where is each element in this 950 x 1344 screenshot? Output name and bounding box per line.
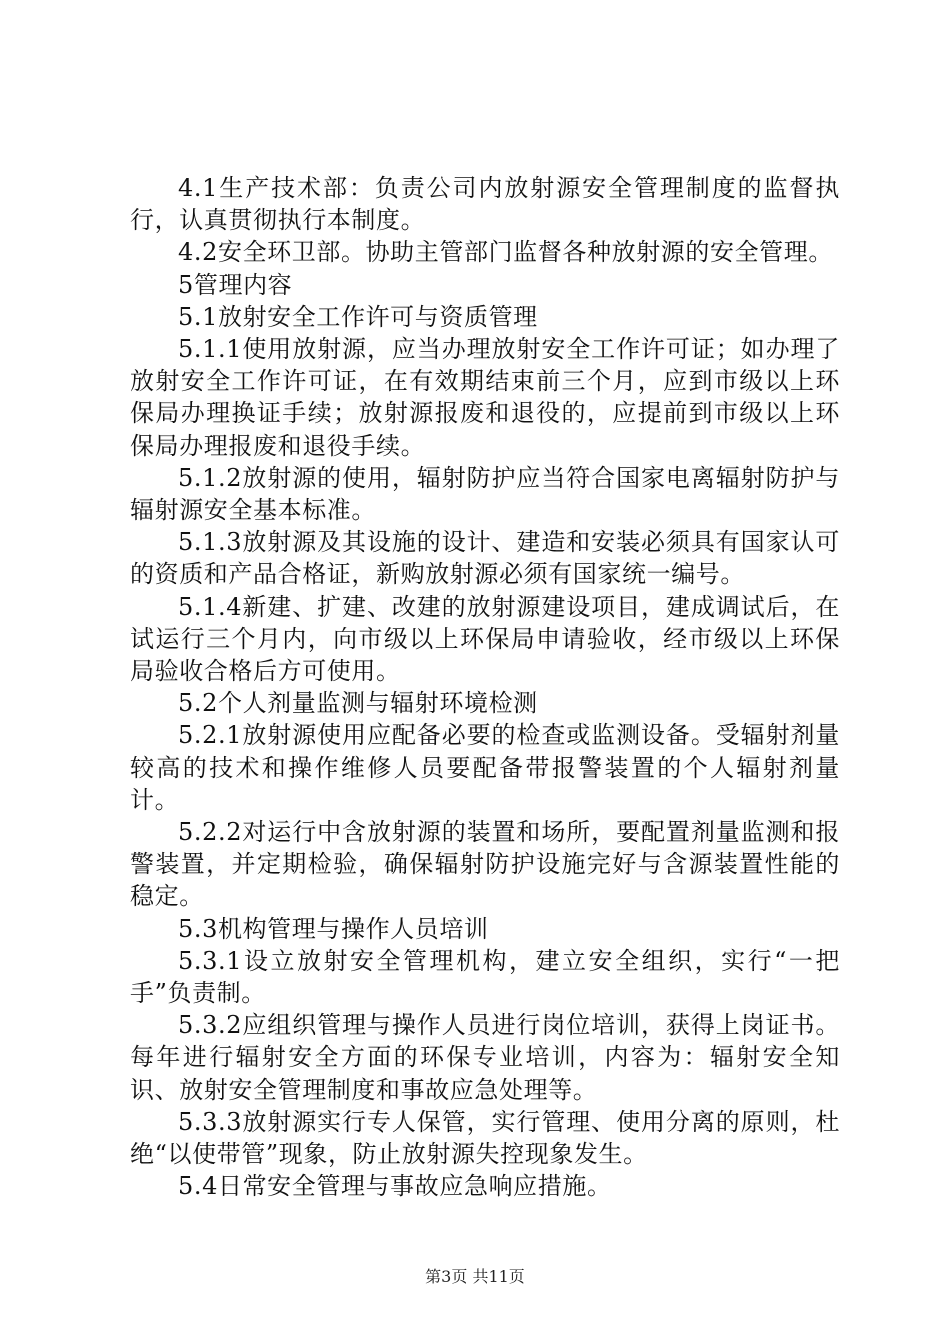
paragraph-5-1-2: 5.1.2放射源的使用，辐射防护应当符合国家电离辐射防护与辐射源安全基本标准。 xyxy=(130,463,840,525)
paragraph-4-1: 4.1生产技术部：负责公司内放射源安全管理制度的监督执行，认真贯彻执行本制度。 xyxy=(130,174,840,235)
paragraph-5-3-2: 5.3.2应组织管理与操作人员进行岗位培训，获得上岗证书。每年进行辐射安全方面的环保专业培训，内容为：辐射安全知识、放射安全管理制度和事故应急处理等。 xyxy=(130,1011,840,1104)
paragraph-5-1-4: 5.1.4新建、扩建、改建的放射源建设项目，建成调试后，在试运行三个月内，向市级以上环保局申请验收，经市级以上环保局验收合格后方可使用。 xyxy=(130,592,840,686)
paragraph-5-2-1: 5.2.1放射源使用应配备必要的检查或监测设备。受辐射剂量较高的技术和操作维修人员要配备带报警装置的个人辐射剂量计。 xyxy=(130,721,840,814)
paragraph-5-3-1: 5.3.1设立放射安全管理机构，建立安全组织，实行“一把手”负责制。 xyxy=(130,946,840,1008)
paragraph-5-1-3: 5.1.3放射源及其设施的设计、建造和安装必须具有国家认可的资质和产品合格证，新购放射源必须有国家统一编号。 xyxy=(130,528,840,589)
paragraph-5-1-1: 5.1.1使用放射源，应当办理放射安全工作许可证；如办理了放射安全工作许可证，在有效期结束前三个月，应到市级以上环保局办理换证手续；放射源报废和退役的，应提前到市级以上环保局办理报废和退役手续。 xyxy=(130,335,840,460)
section-heading-5-4: 5.4日常安全管理与事故应急响应措施。 xyxy=(178,1172,612,1201)
paragraph-5-3-3: 5.3.3放射源实行专人保管，实行管理、使用分离的原则，杜绝“以使带管”现象，防止放射源失控现象发生。 xyxy=(130,1107,840,1169)
document-body xyxy=(130,172,840,1203)
page-number-footer: 第3页 共11页 xyxy=(425,1267,525,1286)
paragraph-5-2-2: 5.2.2对运行中含放射源的装置和场所，要配置剂量监测和报警装置，并定期检验，确保辐射防护设施完好与含源装置性能的稳定。 xyxy=(130,818,840,911)
section-heading-5-2: 5.2个人剂量监测与辐射环境检测 xyxy=(178,689,538,718)
section-heading-5-1: 5.1放射安全工作许可与资质管理 xyxy=(178,302,538,331)
section-heading-5-3: 5.3机构管理与操作人员培训 xyxy=(178,914,489,943)
section-heading-5: 5管理内容 xyxy=(178,270,293,299)
paragraph-4-2: 4.2安全环卫部。协助主管部门监督各种放射源的安全管理。 xyxy=(178,238,833,267)
